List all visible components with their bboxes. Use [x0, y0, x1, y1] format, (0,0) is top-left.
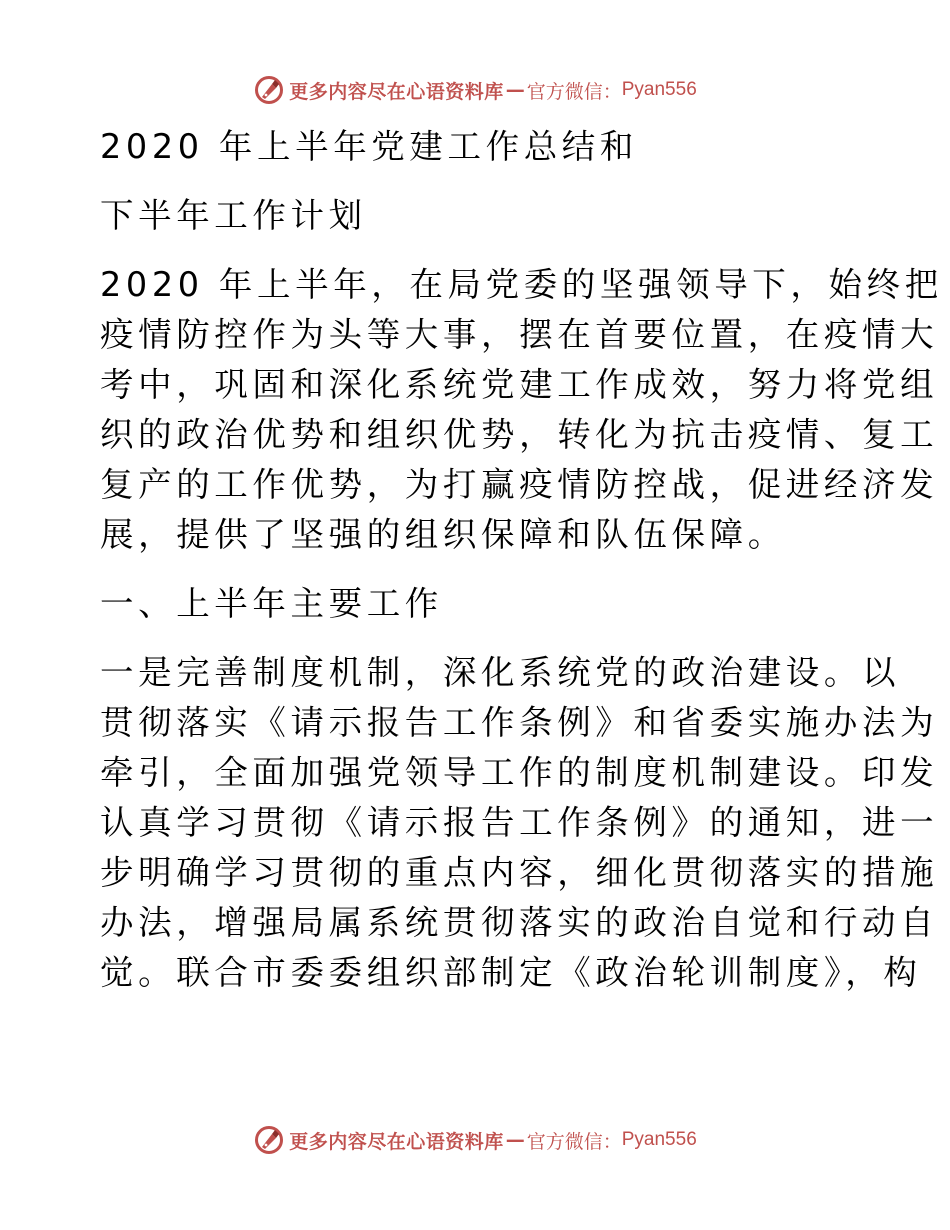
document-title — [100, 122, 860, 241]
paragraph-line: 织的政治优势和组织优势，转化为抗击疫情、复工 — [100, 415, 939, 454]
paragraph-line: 疫情防控作为头等大事，摆在首要位置，在疫情大 — [100, 315, 939, 354]
intro-paragraph — [100, 260, 943, 560]
paragraph-line: 办法，增强局属系统贯彻落实的政治自觉和行动自 — [100, 903, 939, 942]
paragraph-line: 复产的工作优势，为打赢疫情防控战，促进经济发 — [100, 465, 939, 504]
banner-wechat-label: 官方微信： — [526, 80, 622, 103]
paragraph-line: 觉。联合市委委组织部制定《政治轮训制度》，构 — [100, 953, 922, 992]
banner-wechat-label: 官方微信： — [526, 1130, 622, 1153]
paragraph-line: 2020 年上半年，在局党委的坚强领导下，始终把 — [100, 265, 943, 304]
banner-wechat-id: Pyan556 — [621, 79, 697, 100]
paragraph-line: 考中，巩固和深化系统党建工作成效，努力将党组 — [100, 365, 939, 404]
pen-nib-logo-icon — [253, 74, 285, 106]
title-line-2: 下半年工作计划 — [100, 196, 367, 235]
document-body — [100, 122, 943, 998]
pen-nib-logo-icon — [253, 1124, 285, 1156]
banner-text: 更多内容尽在心语资料库 — [289, 1130, 504, 1153]
paragraph-line: 牵引，全面加强党领导工作的制度机制建设。印发 — [100, 753, 939, 792]
paragraph-line: 步明确学习贯彻的重点内容，细化贯彻落实的措施 — [100, 853, 939, 892]
title-line-1: 2020 年上半年党建工作总结和 — [100, 127, 639, 166]
banner-text: 更多内容尽在心语资料库 — [289, 80, 504, 103]
paragraph-line: 一是完善制度机制，深化系统党的政治建设。以 — [100, 653, 901, 692]
footer-banner — [0, 1120, 950, 1160]
section-heading: 一、上半年主要工作 — [100, 584, 443, 623]
banner-dash: — — [505, 1129, 525, 1151]
banner-dash: — — [505, 79, 525, 101]
section1-paragraph — [100, 648, 939, 998]
paragraph-line: 贯彻落实《请示报告工作条例》和省委实施办法为 — [100, 703, 939, 742]
paragraph-line: 认真学习贯彻《请示报告工作条例》的通知，进一 — [100, 803, 939, 842]
header-banner — [0, 70, 950, 110]
banner-wechat-id: Pyan556 — [621, 1129, 697, 1150]
paragraph-line: 展，提供了坚强的组织保障和队伍保障。 — [100, 515, 786, 554]
